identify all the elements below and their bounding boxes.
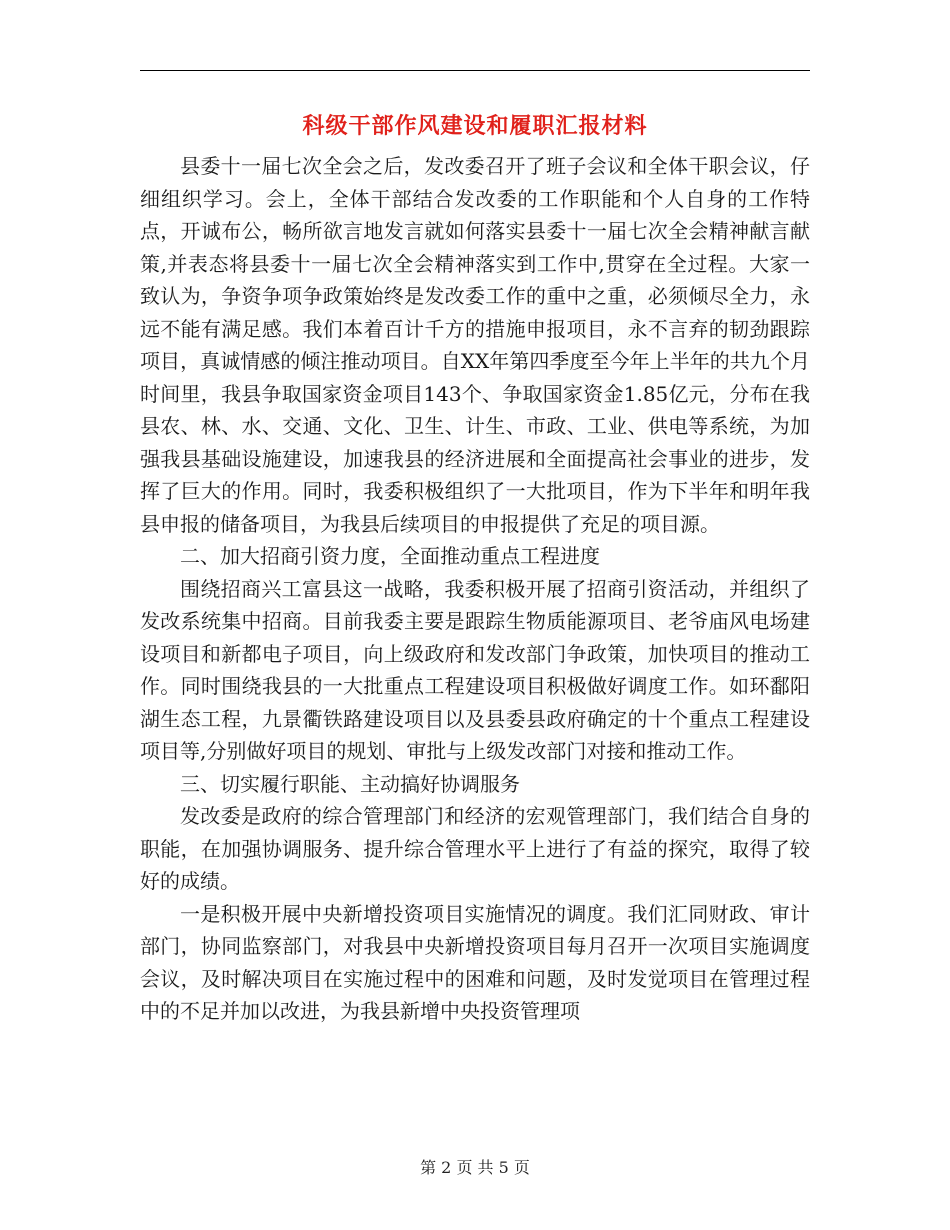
section-heading-3: 三、切实履行职能、主动搞好协调服务 — [180, 771, 520, 796]
page-number: 第 2 页 共 5 页 — [420, 1158, 530, 1177]
header-rule — [140, 70, 810, 71]
paragraph-4: 一是积极开展中央新增投资项目实施情况的调度。我们汇同财政、审计部门，协同监察部门，对我县中央新增投资项目每月召开一次项目实施调度会议，及时解决项目在实施过程中的困难和问题，及时发觉项目在管理过程中的不足并加以改进，为我县新增中央投资管理项 — [140, 901, 810, 1023]
paragraph-1: 县委十一届七次全会之后，发改委召开了班子会议和全体干职会议，仔细组织学习。会上，全体干部结合发改委的工作职能和个人自身的工作特点，开诚布公，畅所欲言地发言就如何落实县委十一届七次全会精神献言献策,并表态将县委十一届七次全会精神落实到工作中,贯穿在全过程。大家一致认为，争资争项争政策始终是发改委工作的重中之重，必须倾尽全力，永远不能有满足感。我们本着百计千方的措施申报项目，永不言弃的韧劲跟踪项目，真诚情感的倾注推动项目。自XX年第四季度至今年上半年的共九个月时间里，我县争取国家资金项目143个、争取国家资金1.85亿元，分布在我县农、林、水、交通、文化、卫生、计生、市政、工业、供电等系统，为加强我县基础设施建设，加速我县的经济进展和全面提高社会事业的进步，发挥了巨大的作用。同时，我委积极组织了一大批项目，作为下半年和明年我县申报的储备项目，为我县后续项目的申报提供了充足的项目源。 — [140, 154, 810, 536]
paragraph-3: 发改委是政府的综合管理部门和经济的宏观管理部门，我们结合自身的职能，在加强协调服务、提升综合管理水平上进行了有益的探究，取得了较好的成绩。 — [140, 804, 810, 893]
section-heading-2: 二、加大招商引资力度，全面推动重点工程进度 — [180, 544, 600, 568]
document-title: 科级干部作风建设和履职汇报材料 — [302, 113, 648, 139]
document-body — [140, 150, 810, 1028]
paragraph-2: 围绕招商兴工富县这一战略，我委积极开展了招商引资活动，并组织了发改系统集中招商。目前我委主要是跟踪生物质能源项目、老爷庙风电场建设项目和新都电子项目，向上级政府和发改部门争政策，加快项目的推动工作。同时围绕我县的一大批重点工程建设项目积极做好调度工作。如环鄱阳湖生态工程，九景衢铁路建设项目以及县委县政府确定的十个重点工程建设项目等,分别做好项目的规划、审批与上级发改部门对接和推动工作。 — [140, 576, 810, 763]
